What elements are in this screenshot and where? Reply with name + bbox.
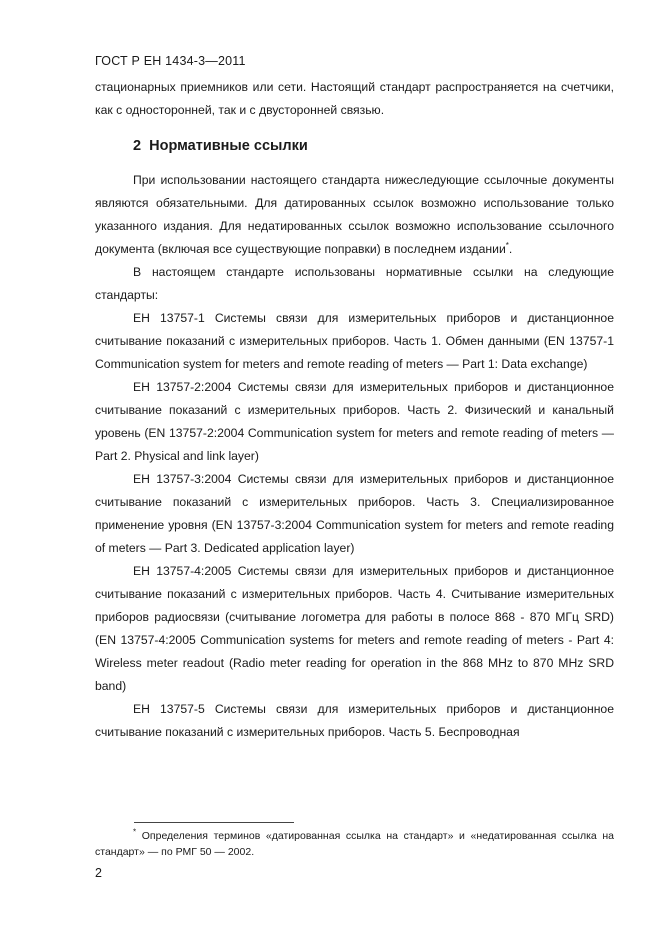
normative-intro-text: При использовании настоящего стандарта нижеследующие ссылочные документы являются обязательными. Для датированных ссылок возможно использование только указанного издания. Для недатированных ссылок возможно использование ссылочного документа (включая все существующие поправки) в последнем издании <box>95 173 614 256</box>
footnote-separator <box>134 822 294 823</box>
section-number: 2 <box>133 138 142 154</box>
reference-item-en13757-5: ЕН 13757-5 Системы связи для измерительных приборов и дистанционное считывание показаний с измерительных приборов. Часть 5. Беспроводная <box>95 702 614 739</box>
references-intro-paragraph: В настоящем стандарте использованы нормативные ссылки на следующие стандарты: <box>95 265 614 302</box>
document-code-header: ГОСТ Р ЕН 1434-3—2011 <box>95 54 246 68</box>
reference-item-en13757-3: ЕН 13757-3:2004 Системы связи для измерительных приборов и дистанционное считывание показаний с измерительных приборов. Часть 3. Специализированное применение уровня (EN 13757-3:2004 Communication system for meters and remote reading of meters — Part 3. Dedicated application layer) <box>95 472 614 555</box>
reference-item-en13757-4: ЕН 13757-4:2005 Системы связи для измерительных приборов и дистанционное считывание показаний с измерительных приборов. Часть 4. Считывание измерительных приборов радиосвязи (считывание логометра для работы в полосе 868 - 870 МГц SRD) (EN 13757-4:2005 Communication systems for meters and remote reading of meters - Part 4: Wireless meter readout (Radio meter reading for operation in the 868 MHz to 870 MHz SRD band) <box>95 564 614 693</box>
footnote-marker: * <box>133 827 137 837</box>
section-heading <box>95 136 614 156</box>
footnote-reference-marker: * <box>505 240 509 250</box>
page-content <box>95 76 614 744</box>
normative-intro-paragraph: При использовании настоящего стандарта нижеследующие ссылочные документы являются обязательными. Для датированных ссылок возможно использование только указанного издания. Для недатированных ссылок возможно использование ссылочного документа (включая все существующие поправки) в последнем издании*. <box>95 173 614 256</box>
section-title: Нормативные ссылки <box>149 138 308 154</box>
intro-continuation-paragraph: стационарных приемников или сети. Настоящий стандарт распространяется на счетчики, как с односторонней, так и с двусторонней связью. <box>95 80 614 117</box>
reference-item-en13757-2: ЕН 13757-2:2004 Системы связи для измерительных приборов и дистанционное считывание показаний с измерительных приборов. Часть 2. Физический и канальный уровень (EN 13757-2:2004 Communication system for meters and remote reading of meters — Part 2. Physical and link layer) <box>95 380 614 463</box>
footnote <box>95 828 614 860</box>
reference-item-en13757-1: ЕН 13757-1 Системы связи для измерительных приборов и дистанционное считывание показаний с измерительных приборов. Часть 1. Обмен данными (EN 13757-1 Communication system for meters and remote reading of meters — Part 1: Data exchange) <box>95 311 614 371</box>
footnote-text: Определения терминов «датированная ссылка на стандарт» и «недатированная ссылка на стандарт» — по РМГ 50 — 2002. <box>95 830 614 858</box>
page-number: 2 <box>95 866 102 880</box>
